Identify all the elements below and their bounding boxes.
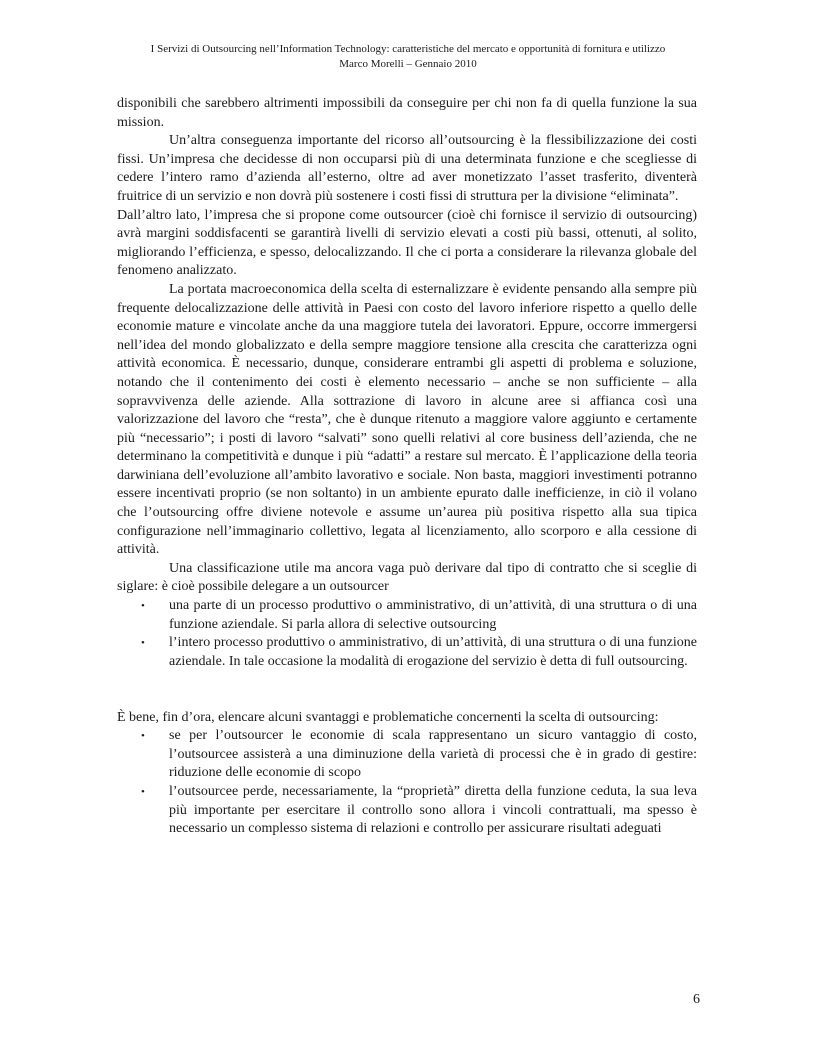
bullet-icon: • (141, 637, 145, 650)
list-item (141, 727, 697, 783)
list-item-text: una parte di un processo produttivo o amministrativo, di un’attività, di una struttura o di una funzione aziendale. Si parla allora di selective outsourcing (169, 598, 697, 632)
list-item-text: se per l’outsourcer le economie di scala rappresentano un sicuro vantaggio di costo, l’outsourcee assisterà a una diminuzione della varietà di processi che è in grado di gestire: riduzione delle economie di scopo (169, 728, 697, 781)
list-item (141, 634, 697, 671)
list-outsourcing-types (117, 597, 697, 671)
list-item-text: l’outsourcee perde, necessariamente, la “proprietà” diretta della funzione ceduta, la sua leva più importante per esercitare il controllo sono allora i vincoli contrattuali, ma spesso è necessario un complesso sistema di relazioni e controllo per assicurare risultati adeguati (169, 783, 697, 837)
header-author-date: Marco Morelli – Gennaio 2010 (339, 58, 477, 70)
list-disadvantages (117, 727, 697, 839)
paragraph-gap (117, 671, 697, 690)
paragraph-classificazione: Una classificazione utile ma ancora vaga può derivare dal tipo di contratto che si sceglie di siglare: è cioè possibile delegare a un outsourcer (117, 560, 697, 595)
document-body (117, 95, 697, 839)
paragraph-svantaggi: È bene, fin d’ora, elencare alcuni svantaggi e problematiche concernenti la scelta di outsourcing: (117, 709, 659, 725)
list-item-text: l’intero processo produttivo o amministrativo, di un’attività, di una struttura o di una funzione aziendale. In tale occasione la modalità di erogazione del servizio è detta di full outsourcing. (169, 635, 697, 669)
paragraph-gap (117, 690, 697, 709)
running-header (110, 42, 706, 72)
paragraph-macroeconomica: La portata macroeconomica della scelta di esternalizzare è evidente pensando alla sempre più frequente delocalizzazione delle attività in Paesi con costo del lavoro inferiore rispetto a quello delle economie mature e vincolate anche da una maggiore tutela dei lavoratori. Eppure, occorre immergersi nell’idea del mondo globalizzato e della sempre maggiore tensione alla crescita che caratterizza ogni attività economica. È necessario, dunque, considerare entrambi gli aspetti di problema e soluzione, notando che il contenimento dei costi è elemento necessario – anche se non sufficiente – alla sopravvivenza delle aziende. Alla sottrazione di lavoro in alcune aree si affianca così una valorizzazione del lavoro che “resta”, che è dunque ritenuto a maggiore valore aggiunto e certamente più “necessario”; i posti di lavoro “salvati” sono quelli relativi al core business dell’azienda, che ne determinano la competitività e dunque i più “adatti” a restare sul mercato. È l’applicazione della teoria darwiniana dell’evoluzione all’ambito lavorativo e sociale. Non basta, maggiori investimenti potranno essere incentivati proprio (se non soltanto) in un ambiente epurato dalle inefficienze, in ciò il volano che l’outsourcing offre diviene notevole e assume un’aurea più positiva rispetto alla sua tipica configurazione nell’immaginario collettivo, legata al licenziamento, allo scorporo e alla cessione di attività. (117, 281, 697, 558)
list-item (141, 783, 697, 839)
header-title: I Servizi di Outsourcing nell’Information Technology: caratteristiche del mercato e opportunità di fornitura e utilizzo (150, 43, 666, 55)
page-number: 6 (693, 992, 700, 1007)
list-item (141, 597, 697, 634)
bullet-icon: • (141, 730, 145, 743)
paragraph-outsourcer: Dall’altro lato, l’impresa che si propone come outsourcer (cioè chi fornisce il servizio di outsourcing) avrà margini soddisfacenti se garantirà livelli di servizio elevati a costi più bassi, ottenuti, al solito, migliorando l’efficienza, e spesso, delocalizzando. Il che ci porta a considerare la rilevanza globale del fenomeno analizzato. (117, 207, 697, 279)
paragraph-flessibilizzazione: Un’altra conseguenza importante del ricorso all’outsourcing è la flessibilizzazione dei costi fissi. Un’impresa che decidesse di non occuparsi più di una determinata funzione e che scegliesse di cedere l’intero ramo d’azienda all’esterno, oltre ad aver monetizzato l’asset trasferito, diventerà fruitrice di un servizio e non dovrà più sostenere i costi fissi di struttura per la divisione “eliminata”. (117, 133, 697, 204)
paragraph-continuation: disponibili che sarebbero altrimenti impossibili da conseguire per chi non fa di quella funzione la sua mission. (117, 96, 697, 130)
bullet-icon: • (141, 600, 145, 613)
bullet-icon: • (141, 785, 145, 798)
